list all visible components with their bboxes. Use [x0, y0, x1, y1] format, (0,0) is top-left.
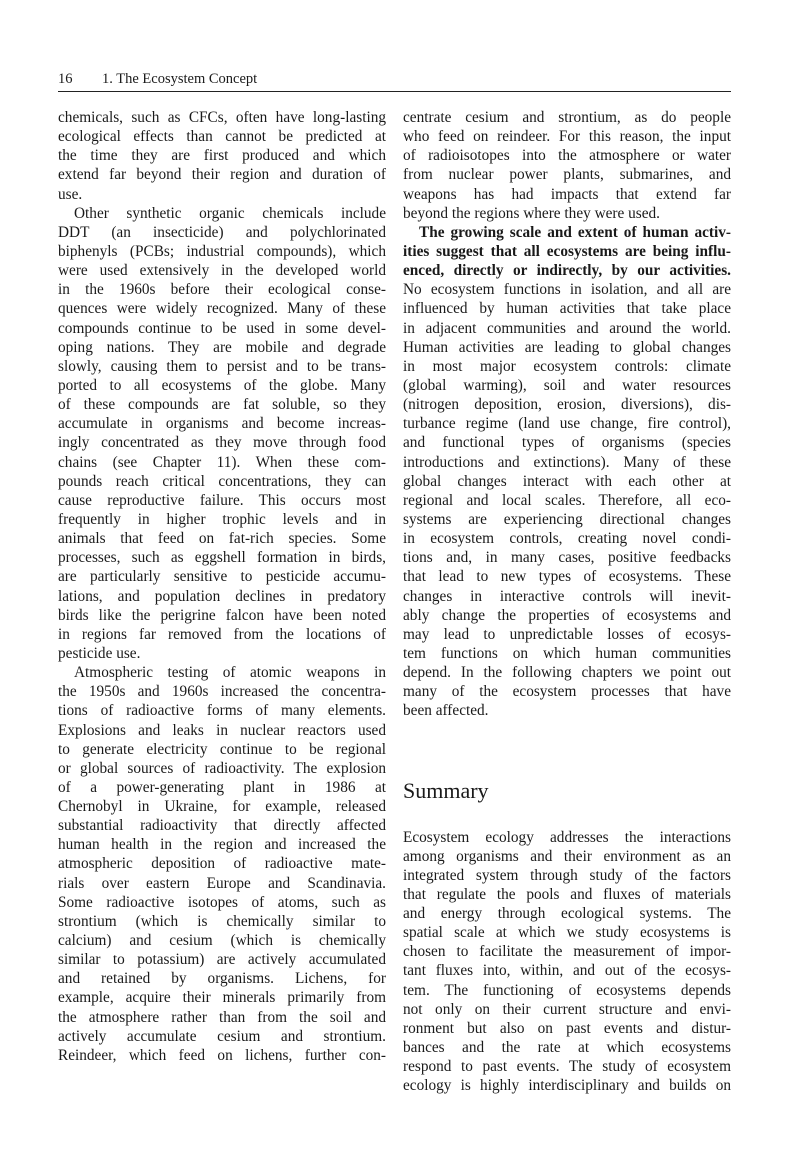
text-line: been affected. — [403, 702, 489, 720]
text-line: among organisms and their environment as an — [403, 847, 731, 865]
text-line: or global sources of radioactivity. The explosion — [58, 759, 386, 777]
text-line: in adjacent communities and around the world. — [403, 319, 731, 337]
text-line: DDT (an insecticide) and polychlorinated — [58, 223, 386, 241]
text-line: rials over eastern Europe and Scandinavia. — [58, 874, 386, 892]
text-line: Reindeer, which feed on lichens, further con- — [58, 1046, 386, 1064]
text-line: (nitrogen deposition, erosion, diversions), dis- — [403, 396, 731, 414]
text-line: cause reproductive failure. This occurs most — [58, 491, 386, 509]
text-line: may lead to unpredictable losses of ecosys- — [403, 625, 731, 643]
text-line: extend far beyond their region and duration of — [58, 166, 386, 184]
text-line: in ecosystem controls, creating novel condi- — [403, 530, 731, 548]
text-line: of radioisotopes into the atmosphere or water — [403, 147, 731, 165]
text-line: similar to potassium) are actively accumulated — [58, 951, 386, 969]
bold-text-line: The growing scale and extent of human activ- — [419, 223, 731, 241]
running-title: 1. The Ecosystem Concept — [102, 71, 258, 87]
text-line: calcium) and cesium (which is chemically — [58, 932, 386, 950]
text-line: ported to all ecosystems of the globe. Many — [58, 376, 386, 394]
text-line: beyond the regions where they were used. — [403, 204, 660, 222]
text-line: the 1950s and 1960s increased the concentra- — [58, 683, 386, 701]
text-line: in most major ecosystem controls: climate — [403, 357, 731, 375]
text-line: Atmospheric testing of atomic weapons in — [74, 664, 386, 682]
text-line: that regulate the pools and fluxes of materials — [403, 885, 731, 903]
text-line: chains (see Chapter 11). When these com- — [58, 453, 386, 471]
text-line: No ecosystem functions in isolation, and all are — [403, 281, 731, 299]
text-line: integrated system through study of the factors — [403, 866, 731, 884]
text-line: chemicals, such as CFCs, often have long-lasting — [58, 109, 386, 126]
header-rule — [58, 91, 731, 92]
text-line: Explosions and leaks in nuclear reactors used — [58, 721, 386, 739]
text-line: Chernobyl in Ukraine, for example, released — [58, 798, 386, 816]
text-line: are particularly sensitive to pesticide accumu- — [58, 568, 386, 586]
text-line: accumulate in organisms and become increas- — [58, 415, 386, 433]
text-line: in the 1960s before their ecological conse- — [58, 281, 386, 299]
text-line: tions of radioactive forms of many elements. — [58, 702, 386, 720]
right-column — [403, 108, 731, 1095]
text-line: frequently in higher trophic levels and in — [58, 510, 386, 528]
text-line: tions and, in many cases, positive feedbacks — [403, 549, 731, 567]
text-line: influenced by human activities that take place — [403, 300, 731, 318]
text-line: global changes interact with each other at — [403, 472, 731, 490]
text-line: ronment but also on past events and distur- — [403, 1019, 731, 1037]
text-line: compounds continue to be used in some devel- — [58, 319, 386, 337]
text-line: centrate cesium and strontium, as do people — [403, 109, 731, 126]
text-line: tem. The functioning of ecosystems depends — [403, 981, 731, 999]
text-line: strontium (which is chemically similar to — [58, 912, 386, 930]
text-line: ably change the properties of ecosystems and — [403, 606, 731, 624]
text-line: weapons has had impacts that extend far — [403, 185, 731, 203]
text-line: from nuclear power plants, submarines, and — [403, 166, 731, 184]
text-line: processes, such as eggshell formation in birds, — [58, 549, 386, 567]
text-line: who feed on reindeer. For this reason, the input — [403, 128, 731, 146]
text-line: biphenyls (PCBs; industrial compounds), which — [58, 242, 386, 260]
text-line: depend. In the following chapters we point out — [403, 664, 731, 682]
text-line: pounds reach critical concentrations, they can — [58, 472, 386, 490]
left-column — [58, 108, 386, 1065]
text-line: and energy through ecological systems. The — [403, 905, 731, 923]
text-line: that lead to new types of ecosystems. These — [403, 568, 731, 586]
text-line: spatial scale at which we study ecosystems is — [403, 924, 731, 942]
text-line: of a power-generating plant in 1986 at — [58, 778, 386, 796]
text-line: ecology is highly interdisciplinary and builds on — [403, 1077, 731, 1095]
text-line: regional and local scales. Therefore, all eco- — [403, 491, 731, 509]
text-line: Some radioactive isotopes of atoms, such as — [58, 893, 386, 911]
text-line: to generate electricity continue to be regional — [58, 740, 386, 758]
text-line: animals that feed on fat-rich species. Some — [58, 530, 386, 548]
text-line: many of the ecosystem processes that have — [403, 683, 731, 701]
text-line: substantial radioactivity that directly affected — [58, 817, 386, 835]
text-line: use. — [58, 185, 83, 203]
running-header — [58, 70, 731, 92]
text-line: and retained by organisms. Lichens, for — [58, 970, 386, 988]
text-line: the time they are first produced and which — [58, 147, 386, 165]
text-line: quences were widely recognized. Many of these — [58, 300, 386, 318]
text-line: ecological effects than cannot be predicted at — [58, 128, 386, 146]
text-line: systems are experiencing directional changes — [403, 510, 731, 528]
bold-text-line: enced, directly or indirectly, by our activities. — [403, 262, 731, 280]
text-line: introductions and extinctions). Many of these — [403, 453, 731, 471]
text-line: respond to past events. The study of ecosystem — [403, 1058, 731, 1076]
section-spacer — [403, 721, 731, 778]
text-line: Human activities are leading to global changes — [403, 338, 731, 356]
text-line: and functional types of organisms (species — [403, 434, 731, 452]
text-line: chosen to facilitate the measurement of impor- — [403, 943, 731, 961]
text-line: not only on their current structure and envi- — [403, 1000, 731, 1018]
text-line: of these compounds are fat soluble, so they — [58, 396, 386, 414]
text-line: slowly, causing them to persist and to be trans- — [58, 357, 386, 375]
text-line: human health in the region and increased the — [58, 836, 386, 854]
text-line: were used extensively in the developed world — [58, 262, 386, 280]
text-line: actively accumulate cesium and strontium. — [58, 1027, 386, 1045]
text-line: ingly concentrated as they move through food — [58, 434, 386, 452]
text-line: turbance regime (land use change, fire control), — [403, 415, 731, 433]
text-line: atmospheric deposition of radioactive mate- — [58, 855, 386, 873]
text-line: the atmosphere rather than from the soil and — [58, 1008, 386, 1026]
text-line: oping nations. They are mobile and degrade — [58, 338, 386, 356]
text-line: tant fluxes into, within, and out of the ecosys- — [403, 962, 731, 980]
text-line: example, acquire their minerals primarily from — [58, 989, 386, 1007]
text-line: changes in interactive controls will inevit- — [403, 587, 731, 605]
text-line: bances and the rate at which ecosystems — [403, 1039, 731, 1057]
section-heading-summary: Summary — [403, 777, 489, 803]
text-line: pesticide use. — [58, 644, 141, 662]
text-line: (global warming), soil and water resources — [403, 376, 731, 394]
bold-text-line: ities suggest that all ecosystems are being influ- — [403, 242, 731, 260]
text-line: in regions far removed from the locations of — [58, 625, 386, 643]
text-line: tem functions on which human communities — [403, 644, 731, 662]
text-line: birds like the perigrine falcon have been noted — [58, 606, 386, 624]
page-number: 16 — [58, 71, 73, 87]
text-line: Other synthetic organic chemicals include — [74, 204, 386, 222]
text-line: Ecosystem ecology addresses the interactions — [403, 828, 731, 846]
text-line: lations, and population declines in predatory — [58, 587, 386, 605]
